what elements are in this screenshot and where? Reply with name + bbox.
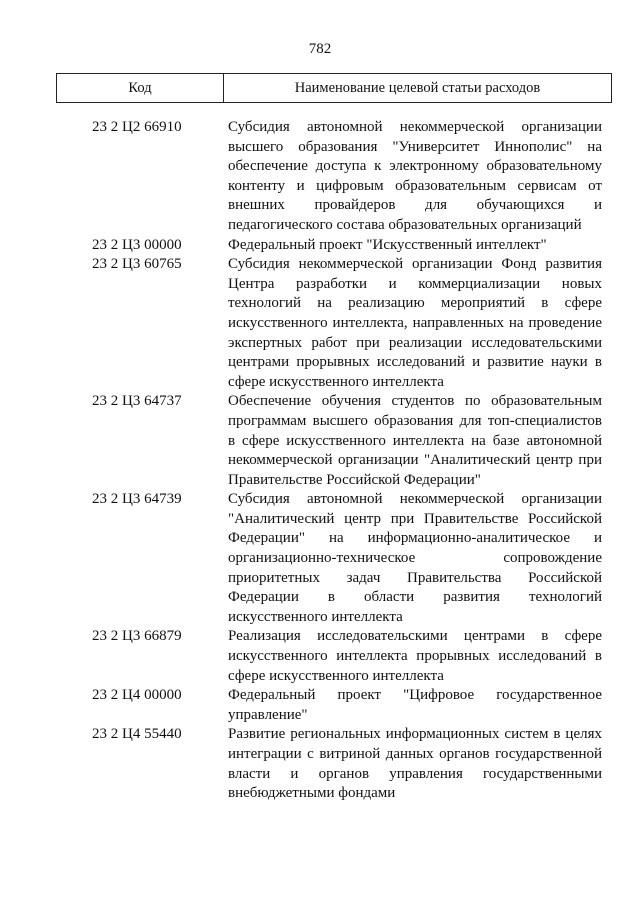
page-number: 782 — [308, 41, 332, 57]
row-name: Федеральный проект "Цифровое государственное управление" — [228, 687, 602, 723]
table-body — [56, 118, 612, 804]
header-code: Код — [57, 74, 224, 102]
header-name: Наименование целевой статьи расходов — [294, 79, 541, 96]
table-row — [56, 725, 612, 803]
table-row — [56, 118, 612, 236]
row-code: 23 2 Ц3 64737 — [92, 393, 182, 410]
row-code: 23 2 Ц4 00000 — [92, 687, 182, 704]
row-code: 23 2 Ц3 64739 — [92, 491, 182, 508]
row-name: Федеральный проект "Искусственный интеллект" — [228, 236, 547, 253]
table-row — [56, 490, 612, 627]
row-code: 23 2 Ц3 66879 — [92, 628, 182, 645]
row-code: 23 2 Ц2 66910 — [92, 119, 182, 135]
row-code: 23 2 Ц4 55440 — [92, 726, 182, 743]
row-name: Субсидия некоммерческой организации Фонд развития Центра разработки и коммерциализации новых технологий на реализацию мероприятий в сфере искусственного интеллекта, направленных на проведение экспертных работ при реализации исследовательскими центрами прорывных исследований и развитие науки в сфере искусственного интеллекта — [228, 256, 602, 390]
table-row — [56, 686, 612, 725]
row-code: 23 2 Ц3 00000 — [92, 236, 182, 253]
row-name: Субсидия автономной некоммерческой организации "Аналитический центр при Правительстве Российской Федерации" на информационно-аналитическое и организационно-техническое сопровождение приоритетных задач Правительства Российской Федерации в области развития технологий искусственного интеллекта — [228, 491, 602, 625]
row-name: Развитие региональных информационных систем в целях интеграции с витриной данных органов государственной власти и органов управления государственными внебюджетными фондами — [228, 726, 602, 802]
row-code: 23 2 Ц3 60765 — [92, 256, 182, 273]
row-name: Субсидия автономной некоммерческой организации высшего образования "Университет Иннополис" на обеспечение доступа к электронному образовательному контенту и цифровым образовательным сервисам от внешних провайдеров для обучающихся и педагогического состава образовательных организаций — [228, 119, 602, 233]
table-row — [56, 236, 612, 256]
row-name: Реализация исследовательскими центрами в сфере искусственного интеллекта прорывных исследований в сфере искусственного интеллекта — [228, 628, 602, 684]
table-row — [56, 627, 612, 686]
table-row — [56, 255, 612, 392]
table-row — [56, 392, 612, 490]
table-header — [56, 73, 612, 103]
row-name: Обеспечение обучения студентов по образовательным программам высшего образования для топ-специалистов в сфере искусственного интеллекта на базе автономной некоммерческой организации "Аналитический центр при Правительстве Российской Федерации" — [228, 393, 602, 488]
